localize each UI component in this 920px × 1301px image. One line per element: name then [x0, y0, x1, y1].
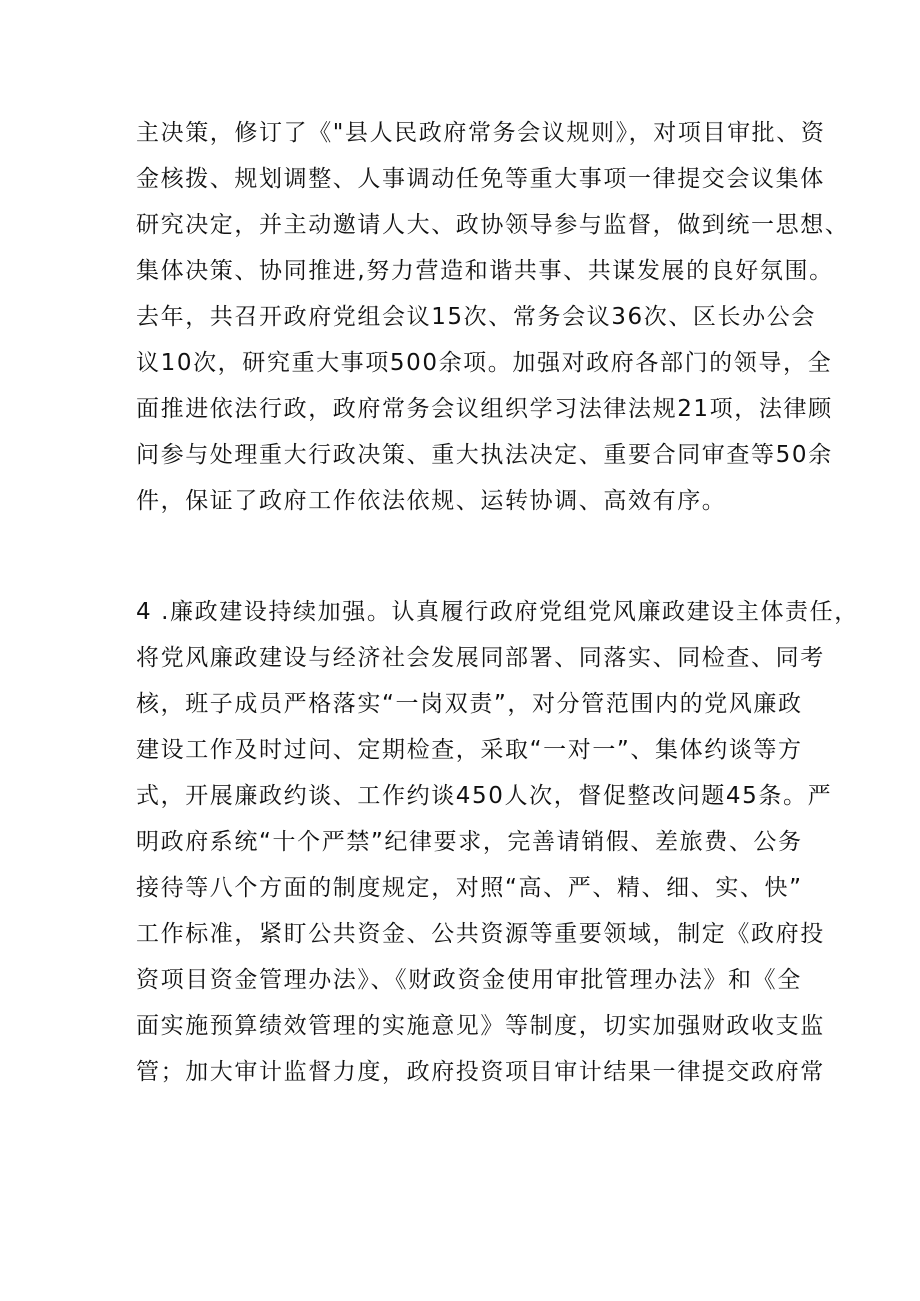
text-line: 议10次，研究重大事项500余项。加强对政府各部门的领导，全: [136, 350, 833, 376]
text-line: 主决策，修订了《"县人民政府常务会议规则》，对项目审批、资: [136, 120, 826, 146]
text-line: 面实施预算绩效管理的实施意见》等制度，切实加强财政收支监: [136, 1013, 825, 1039]
text-line: 明政府系统“十个严禁”纪律要求，完善请销假、差旅费、公务: [136, 829, 803, 855]
text-line: 式，开展廉政约谈、工作约谈450人次，督促整改问题45条。严: [136, 783, 833, 809]
text-line: 集体决策、协同推进,努力营造和谐共事、共谋发展的良好氛围。: [136, 258, 834, 284]
text-line: 核，班子成员严格落实“一岗双责”，对分管范围内的党风廉政: [136, 691, 803, 717]
text-line: 去年，共召开政府党组会议15次、常务会议36次、区长办公会: [136, 304, 816, 330]
text-line: 件，保证了政府工作依法依规、运转协调、高效有序。: [136, 488, 727, 514]
text-line: 工作标准，紧盯公共资金、公共资源等重要领域，制定《政府投: [136, 921, 825, 947]
text-line: 面推进依法行政，政府常务会议组织学习法律法规21项，法律顾: [136, 396, 833, 422]
text-line: 研究决定，并主动邀请人大、政协领导参与监督，做到统一思想、: [136, 212, 850, 238]
text-line: 管；加大审计监督力度，政府投资项目审计结果一律提交政府常: [136, 1059, 825, 1085]
text-line: 问参与处理重大行政决策、重大执法决定、重要合同审查等50余: [136, 442, 833, 468]
text-line: 金核拨、规划调整、人事调动任免等重大事项一律提交会议集体: [136, 166, 825, 192]
text-line: 4 .廉政建设持续加强。认真履行政府党组党风廉政建设主体责任，: [136, 599, 859, 625]
text-line: 资项目资金管理办法》、《财政资金使用审批管理办法》和《全: [136, 967, 802, 993]
text-line: 将党风廉政建设与经济社会发展同部署、同落实、同检查、同考: [136, 645, 825, 671]
text-line: 建设工作及时过问、定期检查，采取“一对一”、集体约谈等方: [136, 737, 803, 763]
text-line: 接待等八个方面的制度规定，对照“高、严、精、细、实、快”: [136, 875, 803, 901]
